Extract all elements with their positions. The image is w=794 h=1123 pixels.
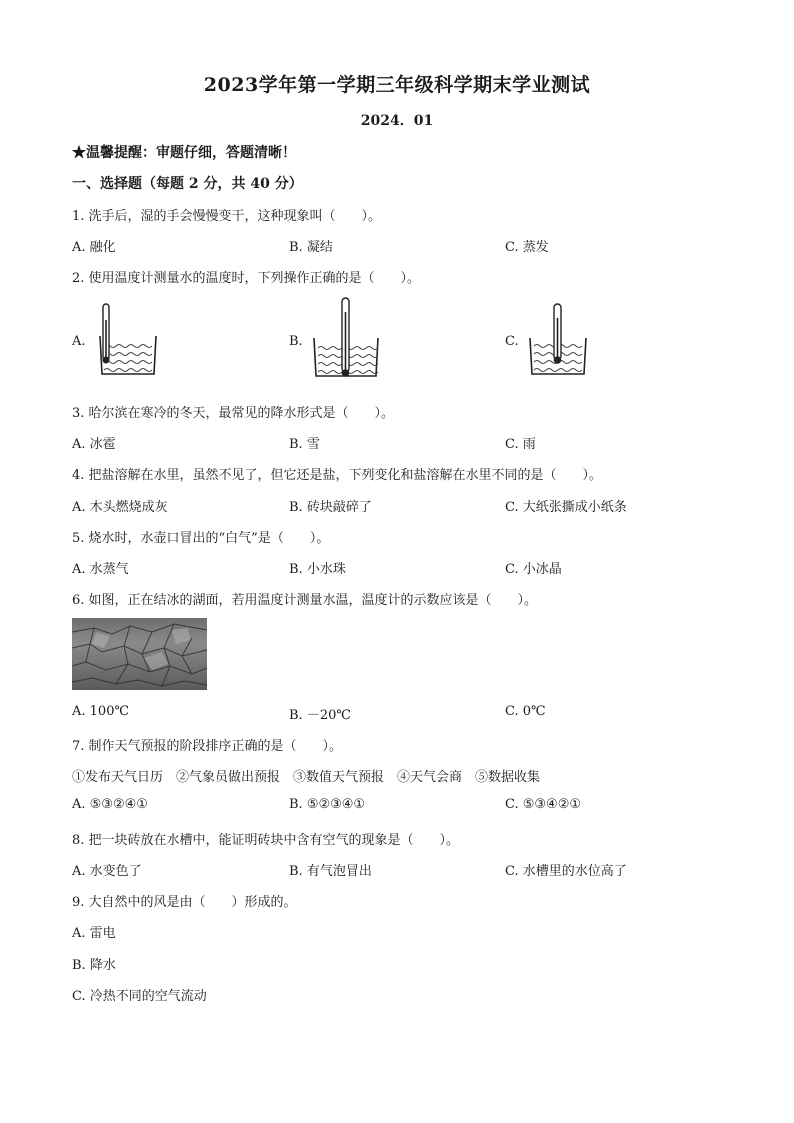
question-6-stem: 6. 如图，正在结冰的湖面，若用温度计测量水温，温度计的示数应该是（ ）。 xyxy=(72,593,538,608)
question-6-option-b[interactable]: B. －20℃ xyxy=(289,708,351,723)
question-5-stem: 5. 烧水时，水壶口冒出的“白气”是（ ）。 xyxy=(72,531,330,546)
question-2-stem: 2. 使用温度计测量水的温度时，下列操作正确的是（ ）。 xyxy=(72,271,421,286)
question-2-option-a[interactable]: A. xyxy=(72,334,86,349)
question-3-option-a[interactable]: A. 冰雹 xyxy=(72,437,116,452)
thermometer-figure-a xyxy=(96,300,160,380)
question-4-stem: 4. 把盐溶解在水里，虽然不见了，但它还是盐，下列变化和盐溶解在水里不同的是（ ）。 xyxy=(72,468,603,483)
question-7-stem: 7. 制作天气预报的阶段排序正确的是（ ）。 xyxy=(72,739,343,754)
question-8-option-c[interactable]: C. 水槽里的水位高了 xyxy=(505,864,627,879)
thermometer-figure-c xyxy=(526,302,590,380)
question-1-stem: 1. 洗手后，湿的手会慢慢变干，这种现象叫（ ）。 xyxy=(72,209,382,224)
question-2-option-b[interactable]: B. xyxy=(289,334,303,349)
question-9-option-b[interactable]: B. 降水 xyxy=(72,958,116,973)
question-1-option-c[interactable]: C. 蒸发 xyxy=(505,240,549,255)
question-3-option-b[interactable]: B. 雪 xyxy=(289,437,320,452)
question-2-option-c[interactable]: C. xyxy=(505,334,519,349)
tip-text: ★温馨提醒：审题仔细，答题清晰！ xyxy=(72,145,296,161)
question-8-option-b[interactable]: B. 有气泡冒出 xyxy=(289,864,372,879)
question-5-option-a[interactable]: A. 水蒸气 xyxy=(72,562,129,577)
question-5-option-b[interactable]: B. 小水珠 xyxy=(289,562,346,577)
question-8-stem: 8. 把一块砖放在水槽中，能证明砖块中含有空气的现象是（ ）。 xyxy=(72,833,460,848)
page-title: 2023学年第一学期三年级科学期末学业测试 xyxy=(203,74,591,96)
question-9-option-c[interactable]: C. 冷热不同的空气流动 xyxy=(72,989,207,1004)
question-5-option-c[interactable]: C. 小冰晶 xyxy=(505,562,562,577)
question-4-option-b[interactable]: B. 砖块敲碎了 xyxy=(289,500,372,515)
question-6-option-c[interactable]: C. 0℃ xyxy=(505,704,546,719)
question-3-stem: 3. 哈尔滨在寒冷的冬天，最常见的降水形式是（ ）。 xyxy=(72,406,395,421)
question-1-option-a[interactable]: A. 融化 xyxy=(72,240,116,255)
question-6-option-a[interactable]: A. 100℃ xyxy=(72,704,130,719)
section-heading: 一、选择题（每题 2 分，共 40 分） xyxy=(72,176,303,192)
question-8-option-a[interactable]: A. 水变色了 xyxy=(72,864,142,879)
question-7-option-c[interactable]: C. ⑤③④②① xyxy=(505,797,582,812)
thermometer-figure-b xyxy=(310,296,382,382)
question-9-option-a[interactable]: A. 雷电 xyxy=(72,926,116,941)
question-9-stem: 9. 大自然中的风是由（ ）形成的。 xyxy=(72,895,297,910)
question-4-option-c[interactable]: C. 大纸张撕成小纸条 xyxy=(505,500,627,515)
question-3-option-c[interactable]: C. 雨 xyxy=(505,437,536,452)
frozen-lake-photo xyxy=(72,618,207,690)
exam-date: 2024．01 xyxy=(360,113,434,129)
question-4-option-a[interactable]: A. 木头燃烧成灰 xyxy=(72,500,168,515)
question-1-option-b[interactable]: B. 凝结 xyxy=(289,240,333,255)
question-7-items: ①发布天气日历 ②气象员做出预报 ③数值天气预报 ④天气会商 ⑤数据收集 xyxy=(72,770,541,785)
question-7-option-a[interactable]: A. ⑤③②④① xyxy=(72,797,148,812)
question-7-option-b[interactable]: B. ⑤②③④① xyxy=(289,797,366,812)
